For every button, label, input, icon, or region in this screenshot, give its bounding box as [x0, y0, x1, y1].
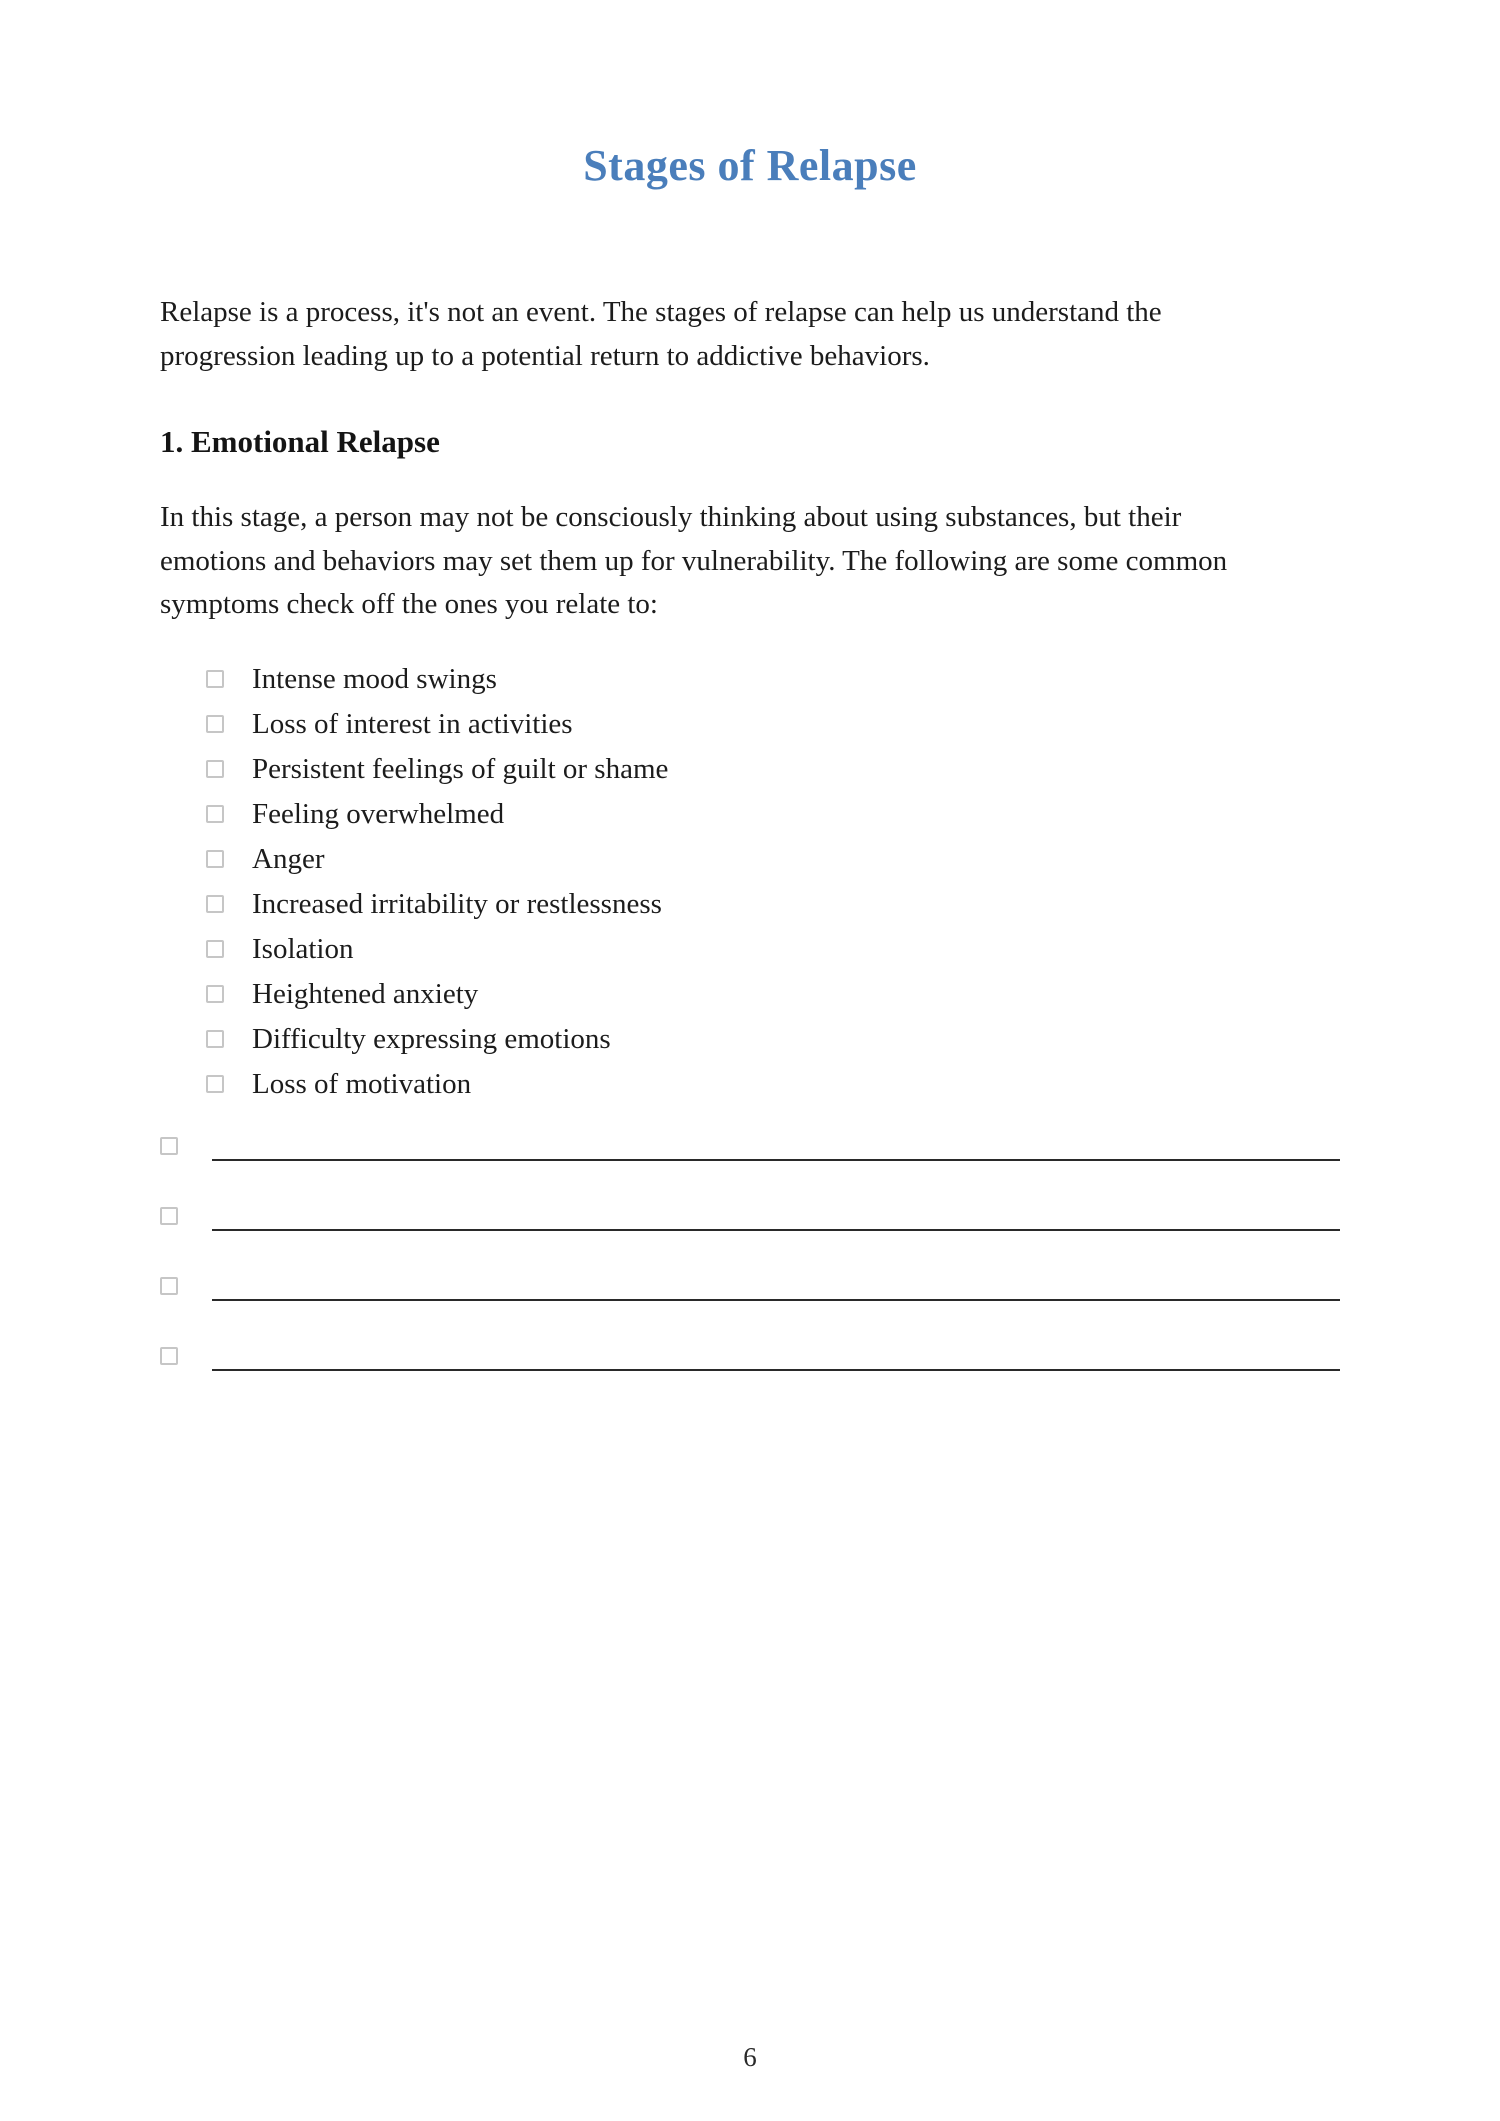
checklist-item-label: Heightened anxiety	[252, 977, 479, 1010]
checkbox[interactable]	[206, 760, 224, 778]
checkbox[interactable]	[206, 985, 224, 1003]
checklist-item-label: Loss of interest in activities	[252, 707, 573, 740]
write-line	[212, 1273, 1340, 1301]
intro-paragraph: Relapse is a process, it's not an event. The stages of relapse can help us understand the progression leading up to a potential return to addictive behaviors.	[160, 296, 1162, 372]
checkbox[interactable]	[160, 1137, 178, 1155]
checklist-item-label: Feeling overwhelmed	[252, 797, 505, 830]
checklist-item	[206, 702, 1340, 747]
checklist-item-label: Intense mood swings	[252, 662, 497, 695]
checkbox[interactable]	[206, 850, 224, 868]
checklist-item	[206, 1062, 1340, 1107]
checklist-item	[206, 927, 1340, 972]
section-paragraph: In this stage, a person may not be consciously thinking about using substances, but their emotions and behaviors may set them up for vulnerability. The following are some common symptoms check off the ones you relate to:	[160, 501, 1228, 620]
checklist-item	[206, 882, 1340, 927]
page-title: Stages of Relapse	[583, 141, 917, 190]
checkbox[interactable]	[206, 895, 224, 913]
blank-row	[160, 1273, 1340, 1301]
checkbox[interactable]	[160, 1347, 178, 1365]
checkbox[interactable]	[206, 805, 224, 823]
checkbox[interactable]	[206, 940, 224, 958]
section-heading: 1. Emotional Relapse	[160, 424, 440, 459]
checklist-item	[206, 1017, 1340, 1062]
checklist-item-label: Increased irritability or restlessness	[252, 887, 662, 920]
checkbox[interactable]	[206, 1030, 224, 1048]
checklist-item-label: Loss of motivation	[252, 1067, 472, 1100]
checkbox[interactable]	[160, 1207, 178, 1225]
checklist-item-label: Difficulty expressing emotions	[252, 1022, 611, 1055]
checklist-item	[206, 972, 1340, 1017]
write-line	[212, 1343, 1340, 1371]
checklist-item	[206, 657, 1340, 702]
checklist-item	[206, 837, 1340, 882]
checklist-item	[206, 747, 1340, 792]
checkbox[interactable]	[160, 1277, 178, 1295]
blank-row	[160, 1203, 1340, 1231]
blank-row	[160, 1343, 1340, 1371]
page-number: 6	[743, 2042, 757, 2072]
write-in-section	[160, 1133, 1340, 1371]
checklist-item-label: Persistent feelings of guilt or shame	[252, 752, 669, 785]
checkbox[interactable]	[206, 715, 224, 733]
write-line	[212, 1203, 1340, 1231]
checklist-item-label: Isolation	[252, 932, 354, 965]
checklist-item-label: Anger	[252, 842, 325, 875]
checkbox[interactable]	[206, 1075, 224, 1093]
write-line	[212, 1133, 1340, 1161]
symptom-checklist	[160, 657, 1340, 1107]
checkbox[interactable]	[206, 670, 224, 688]
checklist-item	[206, 792, 1340, 837]
blank-row	[160, 1133, 1340, 1161]
